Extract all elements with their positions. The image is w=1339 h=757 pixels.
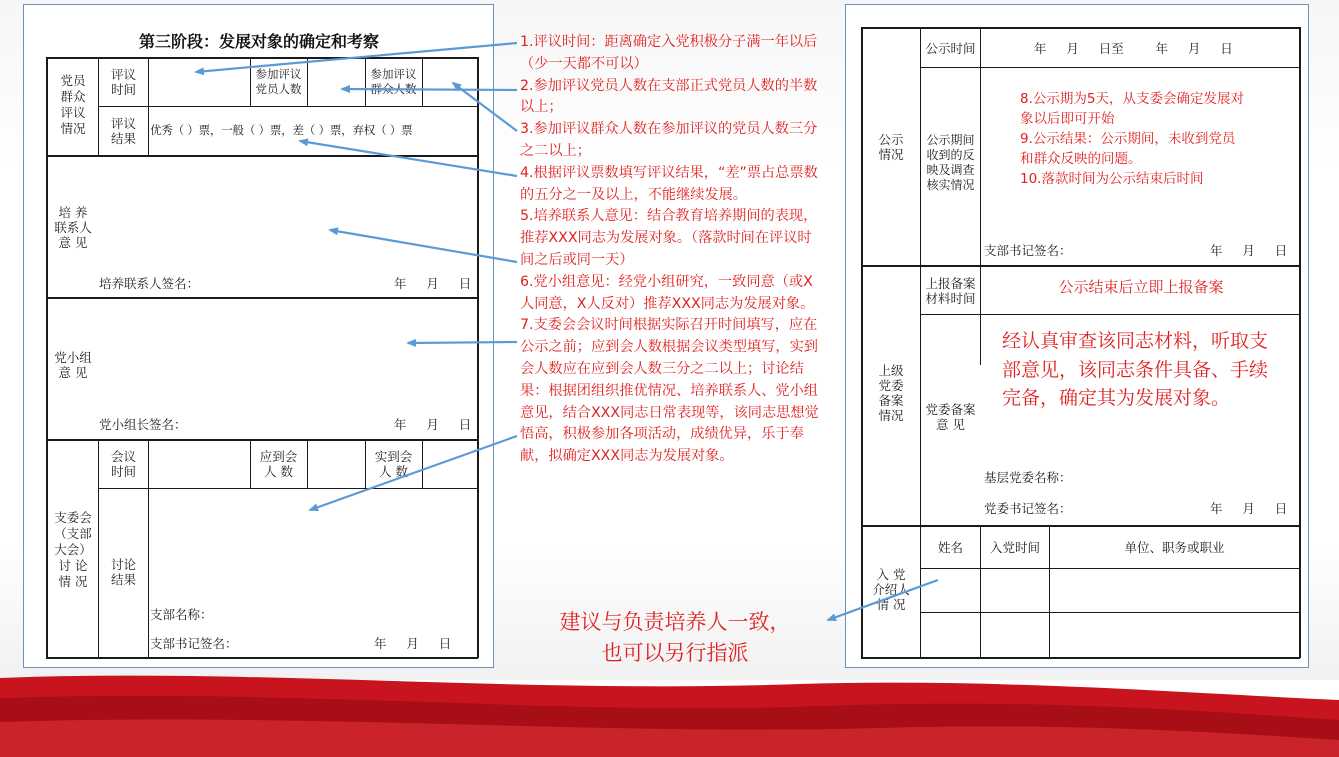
trainer-date: 年 月 日 xyxy=(394,276,472,291)
eval-section-label: 党员 群众 评议 情况 xyxy=(60,73,86,136)
superior-secretary-sign-label: 党委书记签名： xyxy=(984,501,1072,516)
group-date: 年 月 日 xyxy=(394,417,472,432)
annotation-item: 1.评议时间：距离确定入党积极分子满一年以后（少一天都不可以） xyxy=(520,34,818,72)
publicity-time-value[interactable]: 年 月 日至 年 月 日 xyxy=(1034,41,1233,56)
arrow-introducer xyxy=(828,580,938,620)
report-time-value: 公示结束后立即上报备案 xyxy=(1058,278,1224,296)
introducer-section-label: 入 党 介绍人 情 况 xyxy=(872,567,910,612)
report-time-label: 上报备案 材料时间 xyxy=(925,276,976,306)
introducer-col-unit: 单位、职务或职业 xyxy=(1124,540,1225,555)
group-sign-label: 党小组长签名： xyxy=(99,417,187,432)
red-ribbon-decoration xyxy=(0,672,1339,757)
introducer-suggestion-note: 建议与负责培养人一致， 也可以另行指派 xyxy=(559,610,791,665)
arrow-branch xyxy=(310,436,517,510)
should-attend-label: 应到会 人 数 xyxy=(259,449,298,479)
branch-section-label: 支委会 （支部 大会） 讨 论 情 况 xyxy=(54,510,92,589)
mass-count-label: 参加评议 群众人数 xyxy=(370,67,417,96)
trainer-section-label: 培 养 联系人 意 见 xyxy=(54,205,92,250)
party-count-label: 参加评议 党员人数 xyxy=(255,67,302,96)
discussion-result-label: 讨论 结果 xyxy=(110,557,136,587)
eval-result-votes[interactable]: 优秀（ ）票，一般（ ）票，差（ ）票，弃权（ ）票 xyxy=(150,123,413,137)
superior-section-label: 上级 党委 备案 情况 xyxy=(878,363,904,423)
eval-time-label: 评议 时间 xyxy=(110,67,136,97)
annotation-item: 3.参加评议群众人数在参加评议的党员人数三分之二以上； xyxy=(520,121,818,159)
actual-attend-label: 实到会 人 数 xyxy=(374,449,413,479)
introducer-col-name: 姓名 xyxy=(937,540,963,555)
superior-date: 年 月 日 xyxy=(1210,501,1288,516)
publicity-secretary-sign-label: 支部书记签名： xyxy=(984,243,1072,258)
arrow-eval-time xyxy=(196,43,517,72)
opinion-label: 党委备案 意 见 xyxy=(925,402,976,432)
annotation-item: 7.支委会会议时间根据实际召开时间填写，应在公示之前；应到会人数根据会议类型填写，实到会人数应在应到会人数三分之二以上；讨论结果：根据团组织推优情况、培养联系人、党小组意见，结合XXX同志日常表现等，该同志思想觉悟高，积极参加各项活动，成绩优异，乐于奉献，拟确定XXX同志为发展对象。 xyxy=(520,317,819,465)
meeting-time-label: 会议 时间 xyxy=(110,449,136,479)
annotation-item: 6.党小组意见：经党小组研究，一致同意（或X人同意，X人反对）推荐XXX同志为发展对象。 xyxy=(520,273,815,312)
annotation-item: 4.根据评议票数填写评议结果，“差”票占总票数的五分之一及以上，不能继续发展。 xyxy=(520,164,818,203)
arrow-trainer xyxy=(330,230,517,262)
branch-secretary-sign-label: 支部书记签名： xyxy=(150,636,238,651)
publicity-time-label: 公示时间 xyxy=(925,41,976,56)
branch-name-label: 支部名称： xyxy=(150,607,213,622)
annotation-item: 2.参加评议党员人数在支部正式党员人数的半数以上； xyxy=(520,77,818,116)
feedback-label: 公示期间 收到的反 映及调查 核实情况 xyxy=(926,133,975,192)
eval-result-label: 评议 结果 xyxy=(110,116,136,146)
trainer-sign-label: 培养联系人签名： xyxy=(99,276,200,291)
branch-date: 年 月 日 xyxy=(374,636,452,651)
form-title: 第三阶段：发展对象的确定和考察 xyxy=(138,32,379,51)
superior-opinion-text: 经认真审查该同志材料，听取支部意见，该同志条件具备、手续完备，确定其为发展对象。 xyxy=(1002,330,1269,409)
committee-name-label: 基层党委名称： xyxy=(984,470,1072,485)
group-section-label: 党小组 意 见 xyxy=(54,350,92,380)
arrow-group xyxy=(408,342,517,343)
publicity-notes: 8.公示期为5天，从支委会确定发展对象以后即可开始 9.公示结果：公示期间，未收到党员和群众反映的问题。 10.落款时间为公示结束后时间 xyxy=(1020,91,1244,187)
publicity-date: 年 月 日 xyxy=(1210,243,1288,258)
arrow-eval-result xyxy=(300,141,517,176)
introducer-col-join-time: 入党时间 xyxy=(989,540,1040,555)
annotation-item: 5.培养联系人意见：结合教育培养期间的表现，推荐XXX同志为发展对象。（落款时间在评议时间之后或同一天） xyxy=(520,208,818,268)
publicity-section-label: 公示 情况 xyxy=(878,132,904,162)
arrow-party-count xyxy=(342,89,517,90)
